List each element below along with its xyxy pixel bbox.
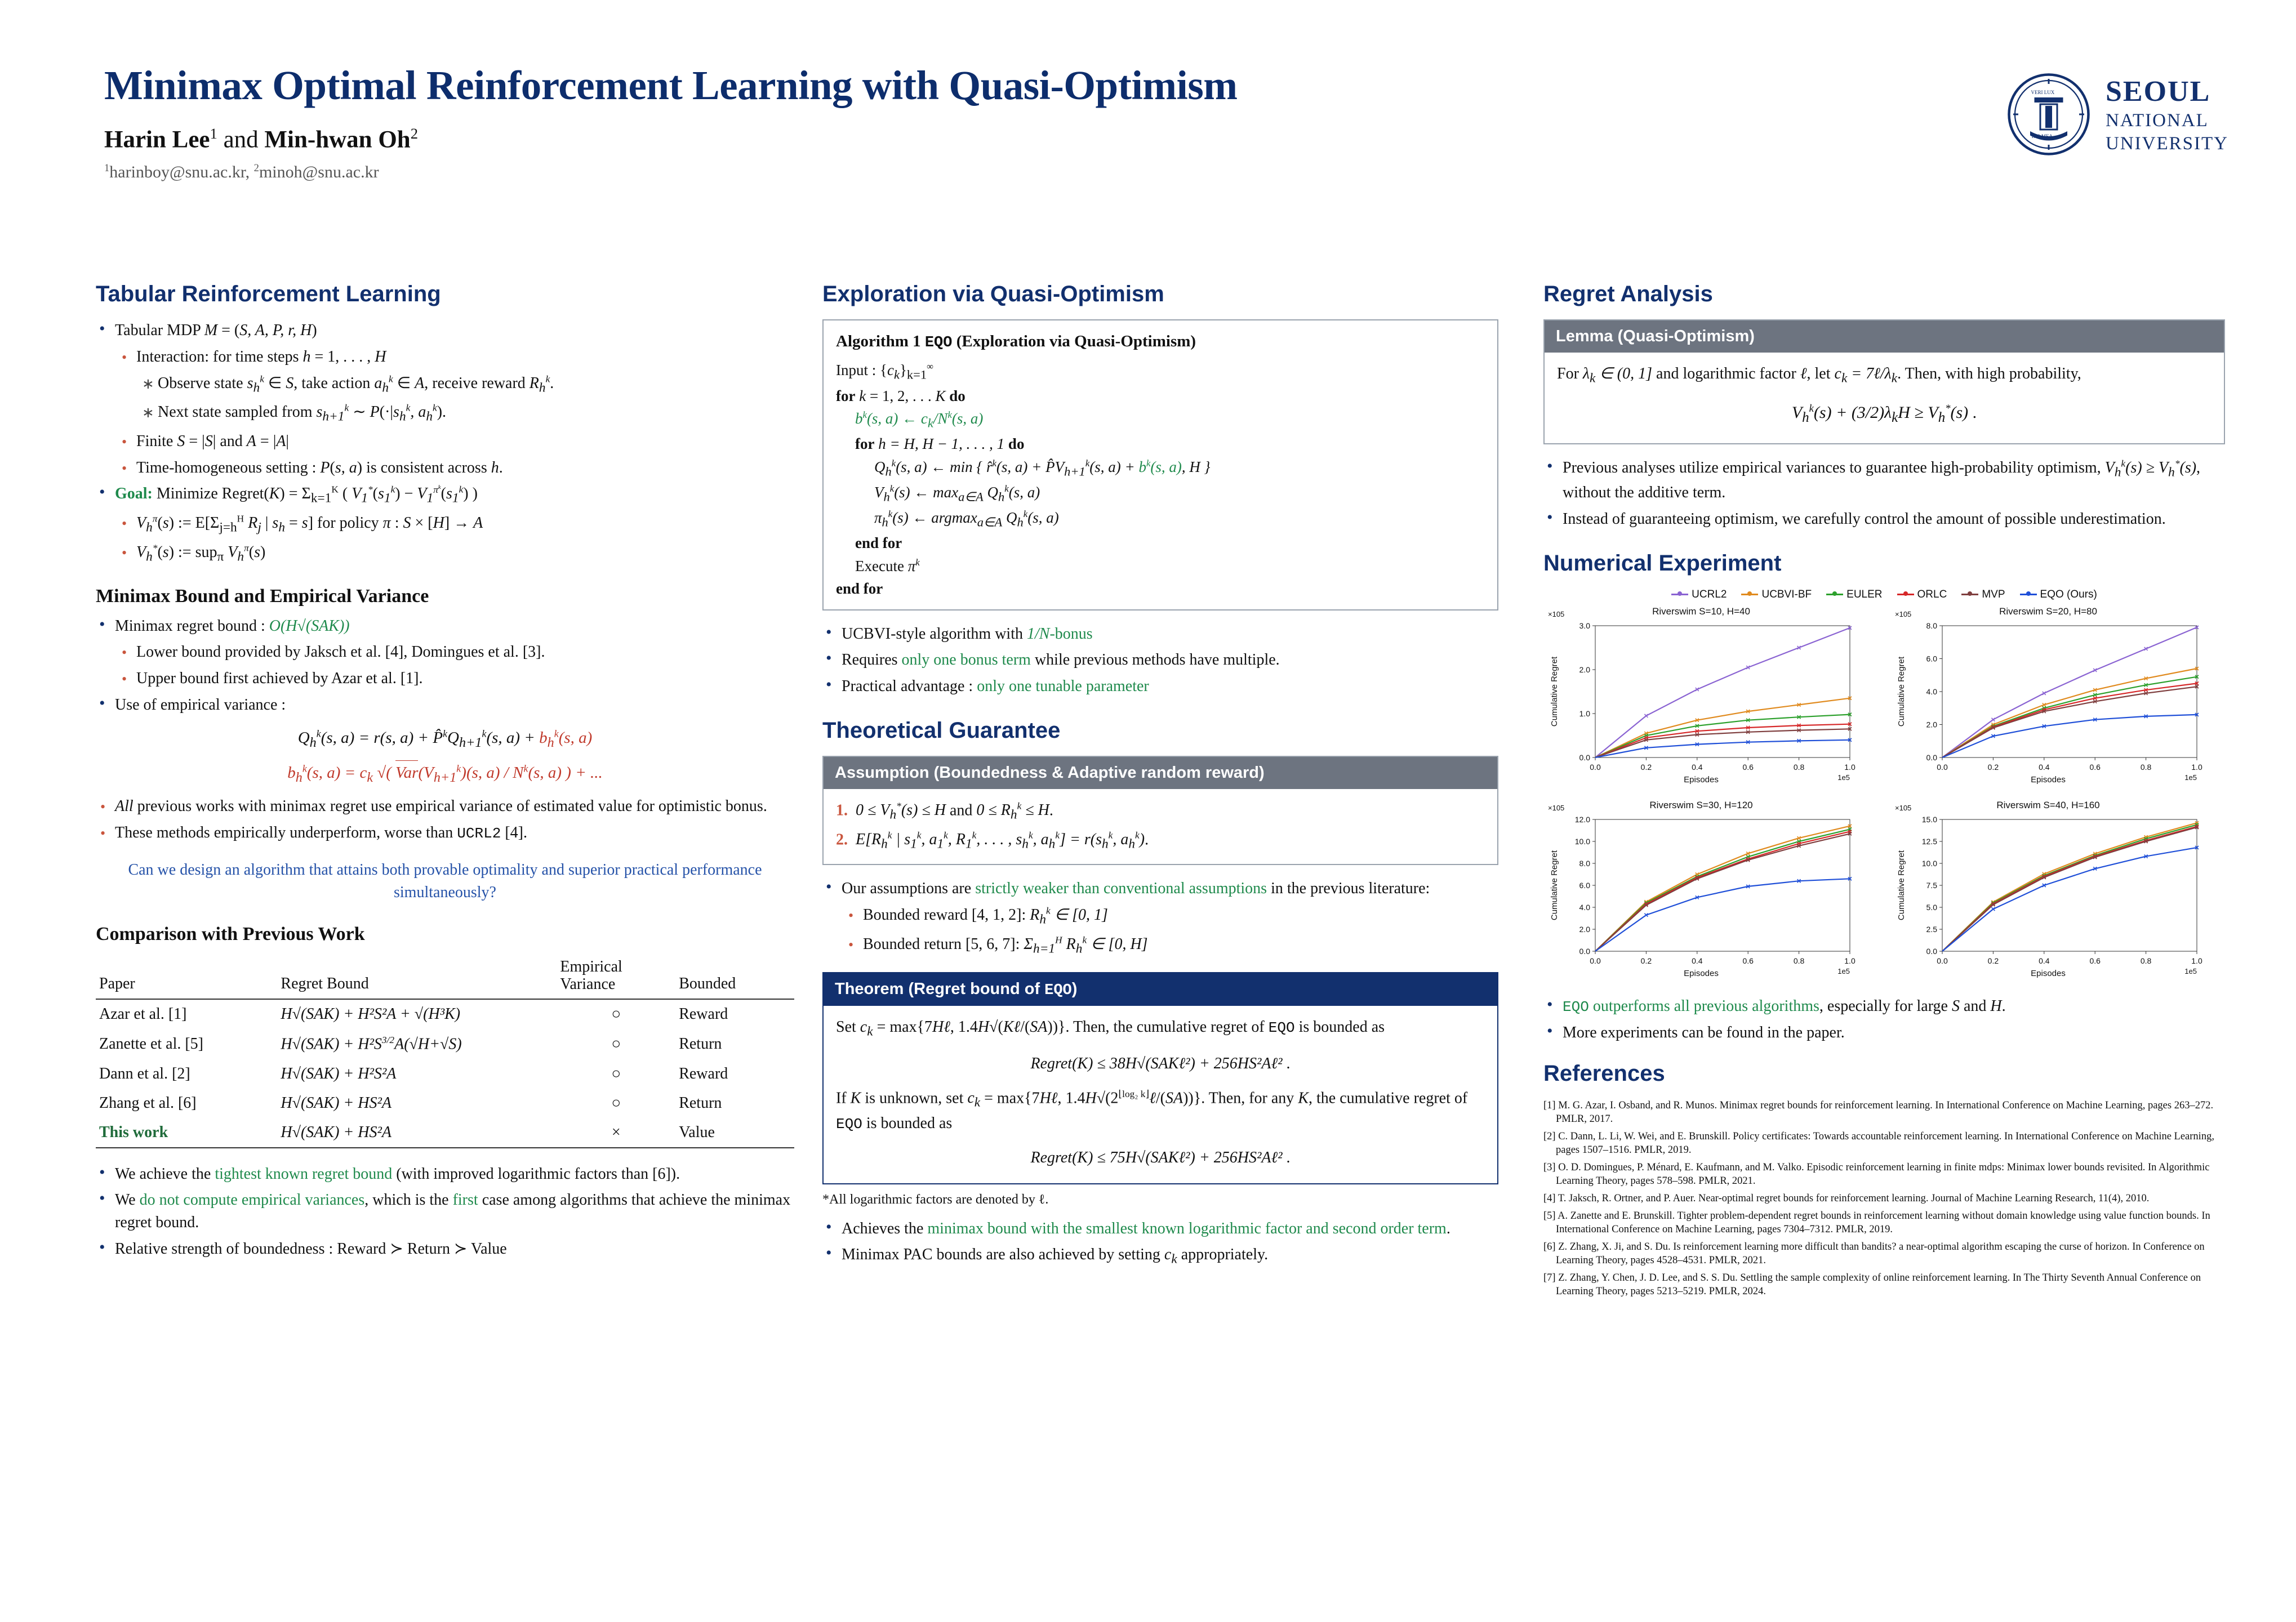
assumption-notes (822, 877, 1498, 958)
list-item: • UCBVI-style algorithm with 1/N-bonus (842, 623, 1498, 645)
svg-text:12.5: 12.5 (1921, 836, 1937, 846)
cell-bound: H√(SAK) + H²S²A + √(H³K) (281, 1005, 461, 1023)
svg-text:4.0: 4.0 (1579, 902, 1590, 912)
svg-text:1e5: 1e5 (2184, 966, 2197, 975)
svg-text:8.0: 8.0 (1579, 858, 1590, 868)
table-row (96, 999, 794, 1029)
list-item: • Finite S = |S| and A = |A| (136, 430, 794, 453)
svg-text:15.0: 15.0 (1921, 814, 1937, 824)
list-item: • These methods empirically underperform, worse than UCRL2 [4]. (115, 822, 794, 844)
svg-text:Episodes: Episodes (1684, 774, 1719, 785)
column-right (1543, 282, 2225, 1302)
cell-variance: ○ (611, 1005, 621, 1023)
svg-text:0.4: 0.4 (2039, 762, 2050, 772)
svg-text:7.5: 7.5 (1926, 880, 1937, 890)
chart-riverswim-s40 (1890, 798, 2225, 984)
svg-text:0.0: 0.0 (1937, 762, 1948, 772)
list-item: • Time-homogeneous setting : P(s, a) is consistent across h. (136, 457, 794, 479)
list-item: • Minimax regret bound : O(H√(SAK)) • Lower bound provided by Jaksch et al. [4], Domingues et al. [3]. • Upper bound first achieved by Azar et al. [1]. (115, 615, 794, 690)
legend-label: UCBVI-BF (1761, 588, 1812, 600)
lemma-body (1545, 353, 2224, 443)
cell-paper: Zhang et al. [6] (99, 1094, 197, 1112)
assumption-item-1: 1. $0 \le V_h^*(s) \le H$ and $0 \le R_h^k \le H$. (836, 800, 1053, 822)
algorithm-title: Algorithm 1 EQO (Exploration via Quasi-Optimism) (836, 332, 1196, 351)
svg-text:8.0: 8.0 (1926, 621, 1937, 630)
cell-variance: × (611, 1123, 621, 1141)
svg-text:0.0: 0.0 (1590, 762, 1601, 772)
svg-text:0.0: 0.0 (1579, 752, 1590, 762)
subsection-comparison: Comparison with Previous Work (96, 923, 365, 944)
algorithm-line: end for (836, 580, 883, 598)
svg-text:0.8: 0.8 (2140, 762, 2152, 772)
legend-label: ORLC (1917, 588, 1947, 600)
reference-item: [7] Z. Zhang, Y. Chen, J. D. Lee, and S. S. Du. Settling the sample complexity of online reinforcement learning. In The Thirty Seventh Annual Conference on Learning Theory, pages 5213–5219. PMLR, 2024. (1543, 1272, 2201, 1298)
list-item: • Lower bound provided by Jaksch et al. [4], Domingues et al. [3]. (136, 641, 794, 663)
list-item: ∗ Observe state $s_h^k$ ∈ S, take action $a_h^k$ ∈ A, receive reward $R_h^k$. (158, 372, 794, 398)
list-item: • Practical advantage : only one tunable parameter (842, 675, 1498, 698)
list-item: • Requires only one bonus term while previous methods have multiple. (842, 649, 1498, 671)
reference-list (1543, 1099, 2225, 1299)
research-question: Can we design an algorithm that attains both provable optimality and superior practical performance simultaneously? (128, 861, 762, 902)
theorem-equation-1: Regret(K) ≤ 38H√(SAKℓ²) + 256HS²Aℓ² . (1030, 1054, 1291, 1072)
list-item: • More experiments can be found in the paper. (1563, 1022, 2225, 1044)
svg-text:0.0: 0.0 (1937, 956, 1948, 965)
theorem-body (824, 1006, 1497, 1183)
list-item: • EQO outperforms all previous algorithms, especially for large S and H. (1563, 995, 2225, 1018)
cell-bound: H√(SAK) + HS²A (281, 1094, 392, 1112)
legend-item (1826, 589, 1882, 601)
svg-text:×105: ×105 (1895, 609, 1912, 618)
author-conjunction: and (217, 126, 265, 153)
svg-text:0.4: 0.4 (2039, 956, 2050, 965)
equation-bonus: $b_h^k(s$, $a) = c_k$ √( $Var(V_{h+1}^k)(s$, $a) / N^k(s$, a) ) + ... (96, 760, 794, 787)
svg-text:×105: ×105 (1895, 803, 1912, 812)
list-item-goal: • Goal: Minimize Regret(K) = $\Sigma_{k=1}^K$ ( $V_1^*(s_1^k) - V_1^{\pi^k}(s_1^k)$ ) • $V_h^\pi(s)$ := $E[\Sigma_{j=h}^H$ $R_j$ | $s_h = s$] for policy π : S × [H] → A • $V_h^*(s)$ := sup$_\pi$ $V_h^\pi(s)$ (115, 483, 794, 566)
svg-text:10.0: 10.0 (1921, 858, 1937, 868)
section-theoretical-guarantee: Theoretical Guarantee (822, 718, 1061, 743)
svg-text:Cumulative Regret: Cumulative Regret (1897, 850, 1906, 920)
reference-item: [3] O. D. Domingues, P. Ménard, E. Kaufmann, and M. Valko. Episodic reinforcement learning in finite mdps: Minimax lower bounds revisited. In Algorithmic Learning Theory, pages 578–598. PMLR, 2021. (1543, 1161, 2210, 1187)
svg-text:4.0: 4.0 (1926, 687, 1937, 696)
legend-label: UCRL2 (1692, 588, 1727, 600)
assumption-box (822, 756, 1498, 865)
section-tabular-rl: Tabular Reinforcement Learning (96, 282, 441, 306)
svg-text:6.0: 6.0 (1926, 654, 1937, 663)
svg-text:Episodes: Episodes (1684, 968, 1719, 978)
algorithm-line-bonus: $b^k(s$, a) ← $c_k/N^k(s$, a) (855, 409, 984, 430)
svg-text:0.8: 0.8 (1793, 956, 1805, 965)
cell-bounded: Reward (679, 1005, 728, 1023)
svg-text:0.0: 0.0 (1590, 956, 1601, 965)
list-item: • Use of empirical variance : (115, 694, 794, 716)
chart-riverswim-s20 (1890, 604, 2225, 790)
theorem-header: Theorem (Regret bound of EQO) (824, 973, 1497, 1006)
svg-text:2.0: 2.0 (1926, 720, 1937, 729)
svg-text:6.0: 6.0 (1579, 880, 1590, 890)
theorem-footnote: *All logarithmic factors are denoted by ℓ. (822, 1192, 1049, 1207)
section-references: References (1543, 1060, 1665, 1086)
svg-text:TAS MEA: TAS MEA (2031, 133, 2053, 139)
svg-text:10.0: 10.0 (1574, 836, 1590, 846)
svg-text:1.0: 1.0 (1844, 956, 1856, 965)
chart-riverswim-s30 (1543, 798, 1878, 984)
list-item: • We do not compute empirical variances, which is the first case among algorithms that achieve the minimax regret bound. (115, 1189, 794, 1234)
legend-item (1671, 589, 1727, 601)
cell-bound: H√(SAK) + H²S²A (281, 1064, 397, 1082)
algorithm-line: end for (855, 534, 902, 552)
theorem-text-1: Set $c_k$ = max{7Hℓ, 1.4H√(Kℓ/(SA))}. Then, the cumulative regret of EQO is bounded as (836, 1018, 1385, 1039)
minimax-bound-body (96, 615, 794, 904)
svg-text:1.0: 1.0 (1579, 708, 1590, 718)
col-header-empirical-variance: Empirical Variance (557, 953, 675, 1000)
assumption-header: Assumption (Boundedness & Adaptive random reward) (824, 757, 1497, 789)
svg-text:1.0: 1.0 (2191, 956, 2202, 965)
lemma-equation: $V_h^k(s) + (3/2)\lambda_kH \ge V_h^*(s)$ . (1791, 403, 1977, 426)
list-item: • $V_h^*(s)$ := sup$_\pi$ $V_h^\pi(s)$ (136, 541, 794, 567)
svg-text:Riverswim S=40, H=160: Riverswim S=40, H=160 (1996, 799, 2100, 810)
poster-header (104, 62, 2188, 182)
svg-text:1e5: 1e5 (2184, 773, 2197, 782)
svg-text:Riverswim S=20, H=80: Riverswim S=20, H=80 (1999, 605, 2097, 617)
svg-text:0.2: 0.2 (1987, 762, 1999, 772)
list-item: • Interaction: for time steps h = 1, . . . , H ∗ Observe state $s_h^k$ ∈ S, take action $a_h^k$ ∈ A, receive reward $R_h^k$. ∗ Next state sampled from $s_{h+1}^k$ ∼ $P(\cdot|s_h^k$, $a_h^k$). (136, 346, 794, 426)
cell-bounded: Return (679, 1035, 722, 1053)
equation-q-update: $Q_h^k(s$, a) = r(s, $a) + P̂^kQ_{h+1}^k(s$, $a) + b_h^k(s$, a) (297, 727, 593, 750)
lemma-box (1543, 319, 2225, 444)
list-item: • Instead of guaranteeing optimism, we carefully control the amount of possible underestimation. (1563, 508, 2225, 531)
svg-text:Riverswim S=30, H=120: Riverswim S=30, H=120 (1649, 799, 1753, 810)
cell-variance: ○ (611, 1064, 621, 1082)
cell-bounded: Value (679, 1123, 715, 1141)
svg-text:0.6: 0.6 (2089, 762, 2101, 772)
logo-line-2: NATIONAL (2106, 110, 2209, 131)
page-title: Minimax Optimal Reinforcement Learning with Quasi-Optimism (104, 63, 1238, 108)
list-item: ∗ Next state sampled from $s_{h+1}^k$ ∼ $P(\cdot|s_h^k$, $a_h^k$). (158, 401, 794, 426)
list-item: • Relative strength of boundedness : Reward ≻ Return ≻ Value (115, 1238, 794, 1260)
svg-text:2.5: 2.5 (1926, 924, 1937, 934)
cell-bound: H√(SAK) + HS²A (281, 1123, 392, 1141)
svg-text:0.4: 0.4 (1692, 762, 1703, 772)
section-regret-analysis: Regret Analysis (1543, 282, 1713, 306)
column-left (96, 282, 794, 1264)
svg-text:Cumulative Regret: Cumulative Regret (1897, 656, 1906, 727)
subsection-minimax-bound: Minimax Bound and Empirical Variance (96, 585, 429, 607)
svg-text:Episodes: Episodes (2031, 968, 2066, 978)
algorithm-line: Execute $\pi^k$ (855, 556, 920, 574)
svg-text:Cumulative Regret: Cumulative Regret (1550, 656, 1559, 727)
tabular-rl-body (96, 319, 794, 567)
university-logo (2006, 72, 2228, 157)
legend-item (1961, 589, 2005, 601)
theorem-text-2: If K is unknown, set $c_k$ = max{7Hℓ, $1.4H√(2^{⌊log_2 k⌋}\ell/(SA))$}. Then, for any K, the cumulative regret of EQO is bounded as (836, 1088, 1468, 1133)
list-item: • Tabular MDP M = (S, A, P, r, H) • Interaction: for time steps h = 1, . . . , H ∗ Observe state $s_h^k$ ∈ S, take action $a_h^k$ ∈ A, receive reward $R_h^k$. ∗ Next state sampled from $s_{h+1}^k$ ∼ $P(\cdot|s_h^k$, $a_h^k$). • Finite S = |S| and A = |A| • Time-homogeneous setting : P(s, a) is consistent across h. (115, 319, 794, 479)
reference-item: [4] T. Jaksch, R. Ortner, and P. Auer. Near-optimal regret bounds for reinforcement learning. Journal of Machine Learning Research, 11(4), 2010. (1543, 1192, 2150, 1204)
author-line: Harin Lee$^1$ and Min-hwan Oh$^2$ (104, 125, 419, 153)
legend-label: MVP (1982, 588, 2005, 600)
assumption-item-2: 2. $E[R_h^k$ | $s_1^k$, $a_1^k$, $R_1^k$, . . . , $s_h^k$, $a_h^k] = r(s_h^k$, $a_h^k$). (836, 830, 1149, 852)
svg-text:0.2: 0.2 (1640, 956, 1652, 965)
svg-text:0.8: 0.8 (1793, 762, 1805, 772)
table-row (96, 1059, 794, 1089)
section-exploration: Exploration via Quasi-Optimism (822, 282, 1164, 306)
list-item: • $V_h^\pi(s)$ := $E[\Sigma_{j=h}^H$ $R_j$ | $s_h = s$] for policy π : S × [H] → A (136, 512, 794, 537)
algorithm-line: for h = H, H − 1, . . . , 1 do (855, 435, 1025, 453)
svg-text:0.8: 0.8 (2140, 956, 2152, 965)
chart-riverswim-s10 (1543, 604, 1878, 790)
list-item: • All previous works with minimax regret use empirical variance of estimated value for optimistic bonus. (115, 795, 794, 818)
assumption-body (824, 789, 1497, 864)
table-row-this-work (96, 1118, 794, 1148)
section-numerical-experiment: Numerical Experiment (1543, 550, 1782, 576)
svg-text:0.2: 0.2 (1987, 956, 1999, 965)
list-item: • Bounded reward [4, 1, 2]: $R_h^k$ ∈ [0, 1] (863, 904, 1498, 929)
legend-item (2020, 589, 2097, 601)
col-header-regret-bound: Regret Bound (277, 953, 557, 1000)
list-item: • Upper bound first achieved by Azar et al. [1]. (136, 667, 794, 690)
comparison-table (96, 953, 794, 1148)
lemma-text: For $\lambda_k$ ∈ (0, 1] and logarithmic factor ℓ, let $c_k$ = $7\ell/\lambda_k$. Then, with high probability, (1557, 365, 2081, 386)
svg-text:12.0: 12.0 (1574, 814, 1590, 824)
svg-text:5.0: 5.0 (1926, 902, 1937, 912)
cell-variance: ○ (611, 1035, 621, 1053)
svg-text:1.0: 1.0 (1844, 762, 1856, 772)
svg-text:0.6: 0.6 (1742, 762, 1754, 772)
cell-bounded: Reward (679, 1064, 728, 1082)
reference-item: [2] C. Dann, L. Li, W. Wei, and E. Brunskill. Policy certificates: Towards accountable reinforcement learning. In International Conference on Machine Learning, pages 1507–1516. PMLR, 2019. (1543, 1130, 2214, 1156)
lemma-bullets (1543, 457, 2225, 531)
svg-text:0.2: 0.2 (1640, 762, 1652, 772)
cell-paper: Zanette et al. [5] (99, 1035, 204, 1053)
col-header-paper: Paper (96, 953, 277, 1000)
svg-text:VERI LUX: VERI LUX (2031, 90, 2055, 95)
chart-grid (1543, 604, 2225, 984)
theorem-bullets (822, 1218, 1498, 1269)
svg-text:Episodes: Episodes (2031, 774, 2066, 785)
col-header-bounded: Bounded (675, 953, 794, 1000)
reference-item: [6] Z. Zhang, X. Ji, and S. Du. Is reinforcement learning more difficult than bandits? a near-optimal algorithm escaping the curse of horizon. In Conference on Learning Theory, pages 4528–4531. PMLR, 2021. (1543, 1241, 2205, 1267)
svg-text:0.6: 0.6 (1742, 956, 1754, 965)
list-item: • Achieves the minimax bound with the smallest known logarithmic factor and second order term. (842, 1218, 1498, 1240)
author-1: Harin Lee (104, 126, 210, 153)
reference-item: [1] M. G. Azar, I. Osband, and R. Munos. Minimax regret bounds for reinforcement learning. In International Conference on Machine Learning, pages 263–272. PMLR, 2017. (1543, 1099, 2214, 1125)
table-row (96, 1089, 794, 1118)
cell-paper: This work (99, 1123, 168, 1141)
svg-text:1.0: 1.0 (2191, 762, 2202, 772)
svg-text:Riverswim S=10, H=40: Riverswim S=10, H=40 (1652, 605, 1750, 617)
legend-label: EULER (1846, 588, 1883, 600)
lemma-header: Lemma (Quasi-Optimism) (1545, 320, 2224, 353)
theorem-equation-2: Regret(K) ≤ 75H√(SAKℓ²) + 256HS²Aℓ² . (1030, 1149, 1291, 1167)
algorithm-line: $Q_h^k(s$, a) ← min { r̂$^k$(s, $a) + P̂V_{h+1}^k(s$, $a) + b^k(s$, a), H } (874, 457, 1211, 479)
cell-variance: ○ (611, 1094, 621, 1112)
legend-label: EQO (Ours) (2040, 588, 2097, 600)
svg-text:0.0: 0.0 (1926, 946, 1937, 956)
author-2: Min-hwan Oh (264, 126, 411, 153)
university-name (2106, 74, 2228, 155)
experiment-charts (1543, 589, 2225, 984)
column1-conclusions (96, 1163, 794, 1260)
legend-item (1897, 589, 1947, 601)
table-row (96, 1029, 794, 1059)
algorithm-line: for k = 1, 2, . . . K do (836, 387, 965, 404)
svg-text:0.4: 0.4 (1692, 956, 1703, 965)
snu-crest-icon (2006, 72, 2091, 157)
svg-text:Cumulative Regret: Cumulative Regret (1550, 850, 1559, 920)
email-line: $^1$harinboy@snu.ac.kr, $^2$minoh@snu.ac.kr (104, 162, 379, 182)
svg-text:1e5: 1e5 (1837, 966, 1850, 975)
reference-item: [5] A. Zanette and E. Brunskill. Tighter problem-dependent regret bounds in reinforcement learning without domain knowledge using value function bounds. In International Conference on Machine Learning, pages 7304–7312. PMLR, 2019. (1543, 1210, 2210, 1235)
cell-paper: Azar et al. [1] (99, 1005, 187, 1023)
list-item: • We achieve the tightest known regret bound (with improved logarithmic factors than [6]). (115, 1163, 794, 1186)
svg-text:2.0: 2.0 (1579, 924, 1590, 934)
legend-item (1741, 589, 1812, 601)
algorithm-line: $V_h^k(s)$ ← $\max_{a\in A} Q_h^k(s$, a) (874, 483, 1040, 504)
svg-text:3.0: 3.0 (1579, 621, 1590, 630)
list-item: • Bounded return [5, 6, 7]: $\Sigma_{h=1}^H$ $R_h^k$ ∈ [0, H] (863, 933, 1498, 959)
svg-text:1e5: 1e5 (1837, 773, 1850, 782)
chart-legend (1543, 589, 2225, 601)
algorithm-line: Input : $\{c_k\}_{k=1}^\infty$ (836, 361, 934, 382)
logo-line-3: UNIVERSITY (2106, 133, 2228, 154)
list-item: • Previous analyses utilize empirical variances to guarantee high-probability optimism, $V_h^k(s) \ge V_h^*(s)$, without the additive term. (1563, 457, 2225, 504)
svg-text:×105: ×105 (1548, 609, 1565, 618)
cell-bound: $H√(SAK) + H^2S^{3/2}A(√H+√S)$ (281, 1035, 462, 1053)
svg-text:0.0: 0.0 (1926, 752, 1937, 762)
cell-bounded: Return (679, 1094, 722, 1112)
svg-text:0.6: 0.6 (2089, 956, 2101, 965)
theorem-box (822, 972, 1498, 1184)
logo-line-1: SEOUL (2106, 75, 2211, 108)
experiment-bullets (1543, 995, 2225, 1044)
svg-text:0.0: 0.0 (1579, 946, 1590, 956)
algorithm-line: $\pi_h^k(s)$ ← argmax$_{a\in A}$ $Q_h^k(s$, a) (874, 509, 1059, 529)
list-item: • Our assumptions are strictly weaker than conventional assumptions in the previous literature: • Bounded reward [4, 1, 2]: $R_h^k$ ∈ [0, 1] • Bounded return [5, 6, 7]: $\Sigma_{h=1}^H$ $R_h^k$ ∈ [0, H] (842, 877, 1498, 958)
algorithm-bullets (822, 623, 1498, 698)
svg-text:2.0: 2.0 (1579, 665, 1590, 674)
cell-paper: Dann et al. [2] (99, 1064, 190, 1082)
algorithm-box (822, 319, 1498, 611)
list-item: • Minimax PAC bounds are also achieved by setting $c_k$ appropriately. (842, 1244, 1498, 1269)
svg-text:×105: ×105 (1548, 803, 1565, 812)
column-middle (822, 282, 1498, 1273)
